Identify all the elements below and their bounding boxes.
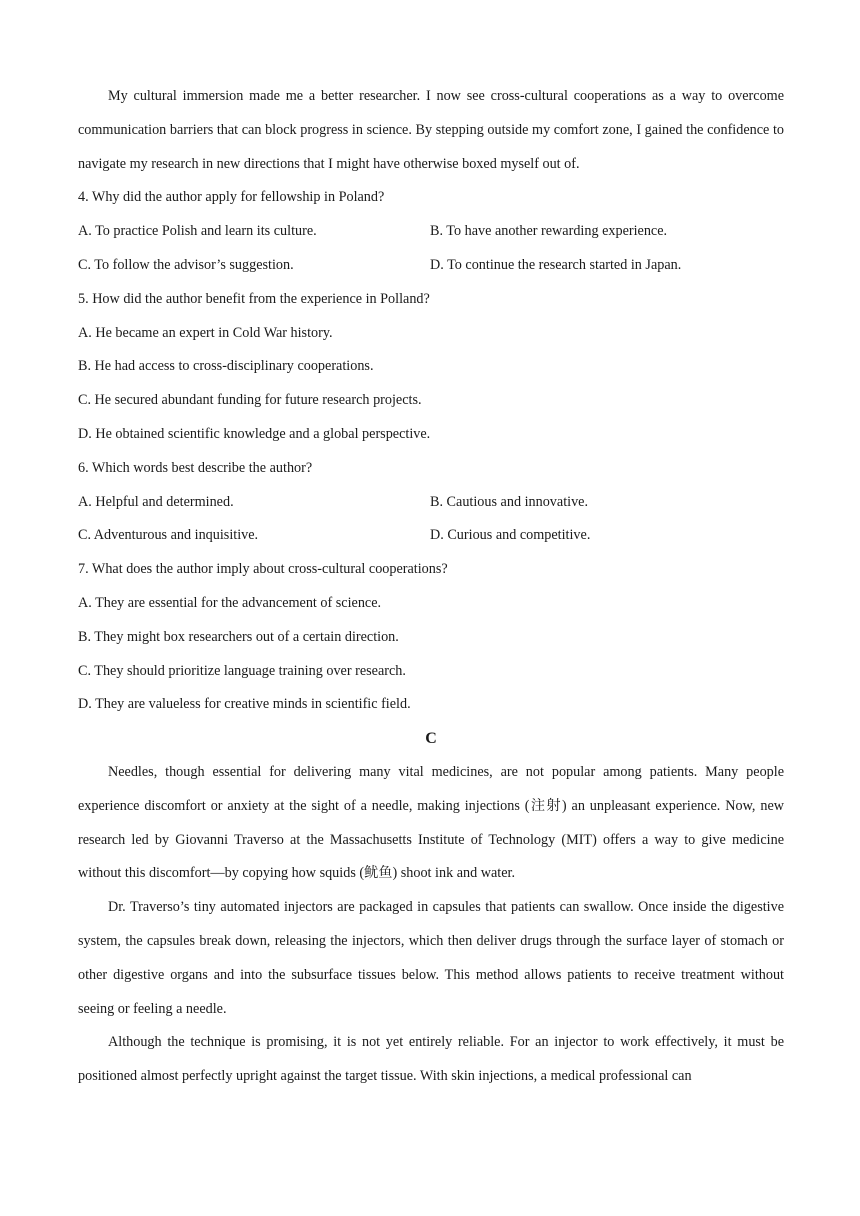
section-c-paragraph-1: Needles, though essential for delivering many vital medicines, are not popular among patients. Many people experience discomfort or anxiety at the sight of a needle, making injections (注射) an unpleasant experience. Now, new research led by Giovanni Traverso at the Massachusetts Institute of Technology (MIT) offers a way to give medicine without this discomfort—by copying how squids (鱿鱼) shoot ink and water.: [78, 763, 784, 882]
section-c-paragraph-3: Although the technique is promising, it is not yet entirely reliable. For an injector to work effectively, it must be positioned almost perfectly upright against the target tissue. With skin injections, a medical professional can: [78, 1034, 784, 1085]
question-5-option-d: D. He obtained scientific knowledge and a global perspective.: [78, 425, 431, 442]
question-4-option-c: C. To follow the advisor’s suggestion.: [78, 256, 294, 273]
section-heading: C: [425, 730, 437, 748]
question-4-option-d: D. To continue the research started in Japan.: [430, 256, 682, 273]
question-7-option-b: B. They might box researchers out of a certain direction.: [78, 628, 399, 645]
question-6-option-c: C. Adventurous and inquisitive.: [78, 527, 259, 544]
question-7-option-a: A. They are essential for the advancement of science.: [78, 594, 382, 611]
question-6-stem: 6. Which words best describe the author?: [78, 459, 313, 476]
question-4-option-b: B. To have another rewarding experience.: [430, 223, 668, 240]
question-7-stem: 7. What does the author imply about cross-cultural cooperations?: [78, 561, 448, 578]
question-6-options-row-1: [78, 486, 784, 520]
question-5-option-a: A. He became an expert in Cold War history.: [78, 324, 333, 341]
question-6-option-b: B. Cautious and innovative.: [430, 493, 589, 510]
question-6-option-d: D. Curious and competitive.: [430, 527, 591, 544]
question-5-stem: 5. How did the author benefit from the experience in Polland?: [78, 290, 430, 307]
question-7-option-c: C. They should prioritize language training over research.: [78, 662, 406, 679]
question-6-option-a: A. Helpful and determined.: [78, 493, 234, 510]
question-4-options-row-2: [78, 249, 784, 283]
question-7-option-d: D. They are valueless for creative minds in scientific field.: [78, 696, 411, 713]
question-4-option-a: A. To practice Polish and learn its culture.: [78, 223, 317, 240]
passage-paragraph: My cultural immersion made me a better researcher. I now see cross-cultural cooperations as a way to overcome communication barriers that can block progress in science. By stepping outside my comfort zone, I gained the confidence to navigate my research in new directions that I might have otherwise boxed myself out of.: [78, 88, 784, 172]
document-page: [78, 80, 784, 1094]
question-5-option-c: C. He secured abundant funding for future research projects.: [78, 392, 422, 409]
question-5-option-b: B. He had access to cross-disciplinary cooperations.: [78, 358, 374, 375]
question-6-options-row-2: [78, 519, 784, 553]
question-4-options-row-1: [78, 215, 784, 249]
section-c-paragraph-2: Dr. Traverso’s tiny automated injectors are packaged in capsules that patients can swallow. Once inside the digestive system, the capsules break down, releasing the injectors, which then deliver drugs through the surface layer of stomach or other digestive organs and into the subsurface tissues below. This method allows patients to receive treatment without seeing or feeling a needle.: [78, 899, 784, 1017]
question-4-stem: 4. Why did the author apply for fellowship in Poland?: [78, 189, 385, 206]
